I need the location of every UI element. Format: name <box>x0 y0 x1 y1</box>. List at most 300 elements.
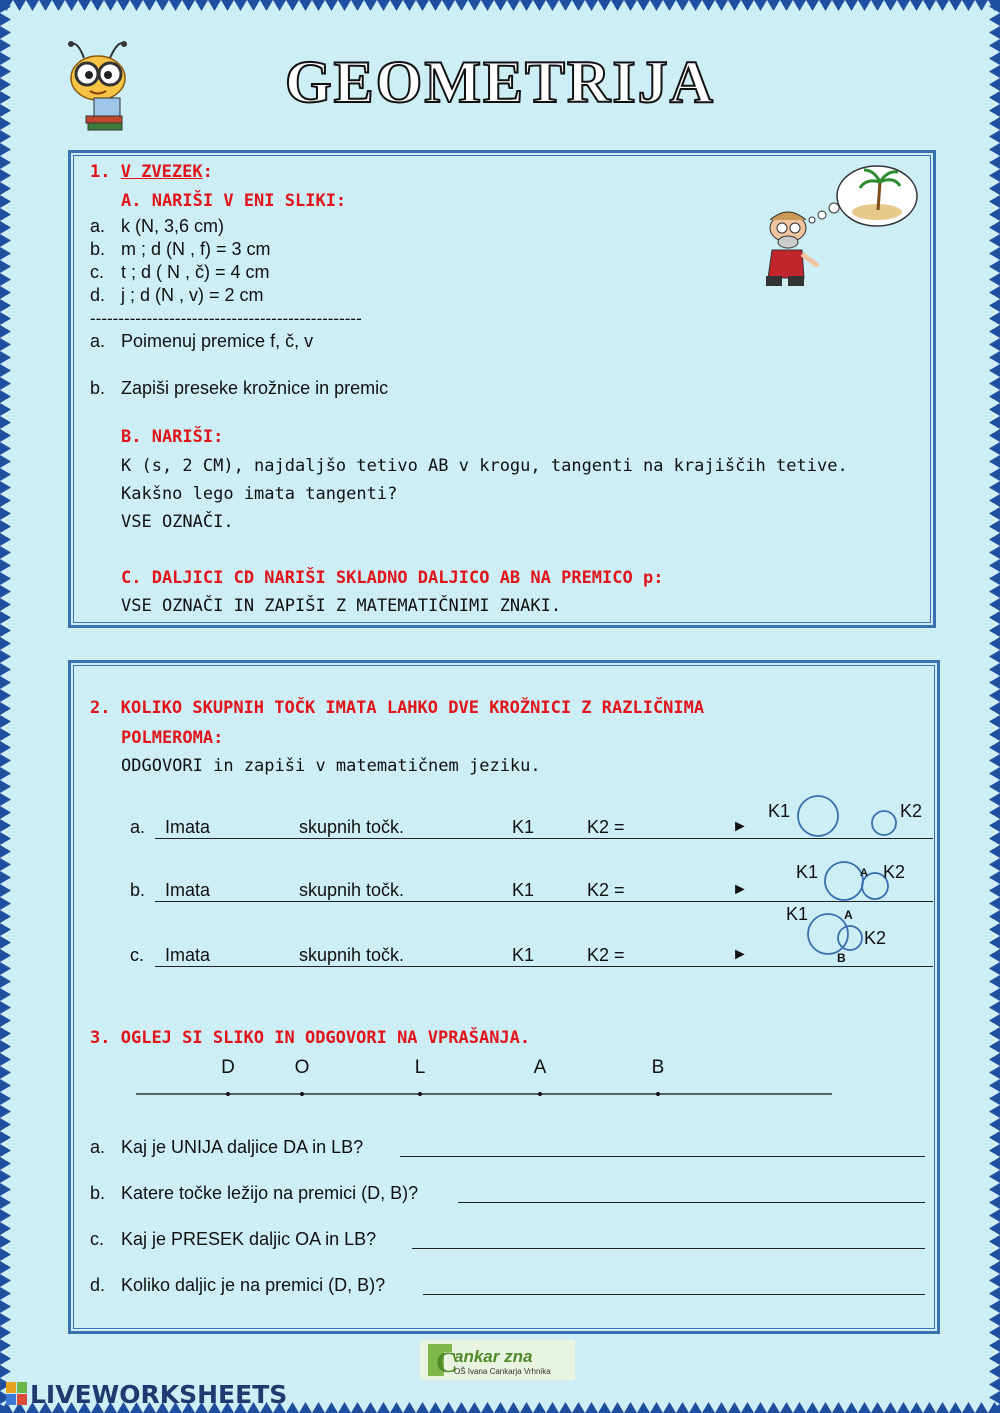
border-triangle <box>989 468 1000 481</box>
border-triangle <box>989 1248 1000 1261</box>
border-triangle <box>0 273 11 286</box>
border-triangle <box>989 936 1000 949</box>
border-triangle <box>0 247 11 260</box>
question-letter: b. <box>90 1183 106 1203</box>
border-triangle <box>0 260 11 273</box>
border-triangle <box>910 1402 923 1413</box>
figure-b-label-a: A <box>860 867 868 879</box>
section-2-heading <box>90 698 704 718</box>
border-triangle <box>0 1014 11 1027</box>
border-triangle <box>989 845 1000 858</box>
section-1b-line: K (s, 2 CM), najdaljšo tetivo AB v krogu, tangenti na krajiščih tetive. <box>121 456 848 476</box>
border-triangle <box>0 780 11 793</box>
border-triangle <box>989 377 1000 390</box>
border-triangle <box>989 1105 1000 1118</box>
border-triangle <box>989 169 1000 182</box>
border-triangle <box>806 0 819 11</box>
task-letter: b. <box>90 378 106 398</box>
border-triangle <box>989 546 1000 559</box>
border-triangle <box>0 689 11 702</box>
border-triangle <box>989 689 1000 702</box>
border-triangle <box>989 1183 1000 1196</box>
liveworksheets-logo-icon <box>6 1382 28 1404</box>
section-3-title: OGLEJ SI SLIKO IN ODGOVORI NA VPRAŠANJA. <box>120 1028 531 1048</box>
border-triangle <box>247 0 260 11</box>
border-triangle <box>989 1157 1000 1170</box>
border-triangle <box>0 351 11 364</box>
border-triangle <box>884 1402 897 1413</box>
item-text: j ; d (N , v) = 2 cm <box>121 285 264 305</box>
border-triangle <box>104 0 117 11</box>
border-triangle <box>832 1402 845 1413</box>
border-triangle <box>0 1066 11 1079</box>
border-triangle <box>989 143 1000 156</box>
row-skupnih: skupnih točk. <box>299 880 405 900</box>
question-letter: c. <box>90 1229 105 1249</box>
border-triangle <box>312 1402 325 1413</box>
border-triangle <box>989 442 1000 455</box>
border-triangle <box>989 897 1000 910</box>
border-triangle <box>819 0 832 11</box>
border-triangle <box>845 0 858 11</box>
border-triangle <box>546 1402 559 1413</box>
border-triangle <box>0 299 11 312</box>
border-triangle <box>0 208 11 221</box>
border-triangle <box>936 1402 949 1413</box>
border-triangle <box>546 0 559 11</box>
figure-c-circle-k2 <box>838 926 862 950</box>
point-label: O <box>294 1057 310 1078</box>
border-triangle <box>0 1079 11 1092</box>
border-triangle <box>975 0 988 11</box>
watermark-text: LIVEWORKSHEETS <box>30 1380 288 1409</box>
answer-line[interactable] <box>458 1202 925 1203</box>
border-triangle <box>0 1170 11 1183</box>
border-triangle <box>0 338 11 351</box>
border-triangle <box>598 0 611 11</box>
page-title: GEOMETRIJA <box>284 52 716 115</box>
row-imata: Imata <box>165 880 211 900</box>
border-triangle <box>989 1066 1000 1079</box>
border-triangle <box>0 221 11 234</box>
border-triangle <box>13 0 26 11</box>
border-triangle <box>702 1402 715 1413</box>
border-triangle <box>0 1144 11 1157</box>
question-letter: d. <box>90 1275 106 1295</box>
border-triangle <box>989 715 1000 728</box>
border-triangle <box>989 1209 1000 1222</box>
border-triangle <box>286 0 299 11</box>
border-triangle <box>0 1157 11 1170</box>
border-triangle <box>989 390 1000 403</box>
border-triangle <box>338 0 351 11</box>
border-triangle <box>130 0 143 11</box>
border-triangle <box>989 221 1000 234</box>
section-1-heading <box>90 162 213 182</box>
point-label: B <box>651 1057 665 1078</box>
border-triangle <box>989 1300 1000 1313</box>
answer-line[interactable] <box>400 1156 925 1157</box>
task-text: Poimenuj premice f, č, v <box>121 331 314 351</box>
border-triangle <box>871 1402 884 1413</box>
border-triangle <box>884 0 897 11</box>
border-triangle <box>989 533 1000 546</box>
border-triangle <box>989 78 1000 91</box>
section-1a-heading: A. NARIŠI V ENI SLIKI: <box>121 191 347 211</box>
border-triangle <box>0 806 11 819</box>
border-triangle <box>143 0 156 11</box>
figure-c-label-k1: K1 <box>786 904 809 924</box>
liveworksheets-watermark <box>6 1380 287 1409</box>
border-triangle <box>767 1402 780 1413</box>
border-triangle <box>0 1183 11 1196</box>
border-triangle <box>962 0 975 11</box>
border-triangle <box>754 1402 767 1413</box>
point-dot <box>226 1092 230 1096</box>
border-triangle <box>989 1287 1000 1300</box>
border-triangle <box>975 1402 988 1413</box>
section-2-instruction: ODGOVORI in zapiši v matematičnem jeziku. <box>121 756 541 776</box>
border-triangle <box>0 442 11 455</box>
border-triangle <box>338 1402 351 1413</box>
border-triangle <box>0 390 11 403</box>
border-triangle <box>989 611 1000 624</box>
border-triangle <box>0 676 11 689</box>
arrow-icon: ► <box>732 881 748 898</box>
border-triangle <box>0 1235 11 1248</box>
border-triangle <box>989 520 1000 533</box>
question-letter: a. <box>90 1137 106 1157</box>
border-triangle <box>0 1027 11 1040</box>
circles-figures <box>760 792 930 972</box>
section-1c-text: VSE OZNAČI IN ZAPIŠI Z MATEMATIČNIMI ZNAKI. <box>121 596 562 616</box>
section-2-number: 2. <box>90 698 111 718</box>
border-triangle <box>507 0 520 11</box>
border-triangle <box>169 0 182 11</box>
border-triangle <box>0 1209 11 1222</box>
figure-a-label-k2: K2 <box>900 801 923 821</box>
item-letter: b. <box>90 239 106 259</box>
border-triangle <box>989 702 1000 715</box>
border-triangle <box>0 312 11 325</box>
border-triangle <box>989 507 1000 520</box>
border-triangle <box>989 312 1000 325</box>
border-triangle <box>0 546 11 559</box>
border-triangle <box>442 0 455 11</box>
border-triangle <box>637 1402 650 1413</box>
border-triangle <box>585 0 598 11</box>
border-triangle <box>989 494 1000 507</box>
arrow-icon: ► <box>732 946 748 963</box>
border-triangle <box>989 572 1000 585</box>
border-triangle <box>585 1402 598 1413</box>
border-triangle <box>364 1402 377 1413</box>
border-triangle <box>0 559 11 572</box>
border-triangle <box>0 13 11 26</box>
point-label: D <box>221 1057 235 1078</box>
border-triangle <box>989 1235 1000 1248</box>
border-triangle <box>0 845 11 858</box>
border-triangle <box>0 286 11 299</box>
border-triangle <box>0 195 11 208</box>
figure-b-circle-k1 <box>825 862 863 900</box>
border-triangle <box>989 676 1000 689</box>
border-triangle <box>0 143 11 156</box>
task-letter: a. <box>90 331 106 351</box>
row-skupnih: skupnih točk. <box>299 817 405 837</box>
border-triangle <box>989 299 1000 312</box>
border-triangle <box>286 1402 299 1413</box>
figure-a-circle-k1 <box>798 796 838 836</box>
border-triangle <box>0 169 11 182</box>
border-triangle <box>989 767 1000 780</box>
figure-a-label-k1: K1 <box>768 801 791 821</box>
border-triangle <box>0 1365 11 1378</box>
border-triangle <box>559 1402 572 1413</box>
border-triangle <box>989 949 1000 962</box>
border-triangle <box>923 1402 936 1413</box>
figure-b-label-k2: K2 <box>883 862 906 882</box>
border-triangle <box>845 1402 858 1413</box>
border-triangle <box>0 468 11 481</box>
logo-subtext: OŠ Ivana Cankarja Vrhnika <box>454 1367 551 1376</box>
row-letter: b. <box>130 880 146 900</box>
border-triangle <box>989 637 1000 650</box>
border-triangle <box>989 1352 1000 1365</box>
border-triangle <box>0 650 11 663</box>
item-letter: d. <box>90 285 106 305</box>
border-triangle <box>429 0 442 11</box>
border-triangle <box>0 481 11 494</box>
border-triangle <box>208 0 221 11</box>
border-triangle <box>52 0 65 11</box>
border-triangle <box>0 1300 11 1313</box>
border-triangle <box>364 0 377 11</box>
border-triangle <box>989 832 1000 845</box>
figure-b-label-k1: K1 <box>796 862 819 882</box>
border-triangle <box>989 1326 1000 1339</box>
border-triangle <box>0 1326 11 1339</box>
task-text: Zapiši preseke krožnice in premic <box>121 378 389 398</box>
border-triangle <box>728 0 741 11</box>
border-triangle <box>0 1040 11 1053</box>
border-triangle <box>0 156 11 169</box>
row-letter: a. <box>130 817 146 837</box>
item-letter: c. <box>90 262 105 282</box>
border-triangle <box>989 429 1000 442</box>
border-triangle <box>936 0 949 11</box>
border-triangle <box>989 598 1000 611</box>
border-triangle <box>989 1196 1000 1209</box>
border-triangle <box>403 1402 416 1413</box>
border-triangle <box>989 923 1000 936</box>
question-text: Kaj je UNIJA daljice DA in LB? <box>121 1137 364 1157</box>
row-imata: Imata <box>165 817 211 837</box>
border-triangle <box>0 1105 11 1118</box>
border-triangle <box>0 78 11 91</box>
border-triangle <box>989 1118 1000 1131</box>
border-triangle <box>858 0 871 11</box>
section-1b-line: VSE OZNAČI. <box>121 512 234 532</box>
border-triangle <box>0 234 11 247</box>
border-triangle <box>91 0 104 11</box>
border-triangle <box>221 0 234 11</box>
answer-line[interactable] <box>412 1248 925 1249</box>
border-triangle <box>0 871 11 884</box>
border-triangle <box>989 104 1000 117</box>
section-2-title-line1: KOLIKO SKUPNIH TOČK IMATA LAHKO DVE KROŽNICI Z RAZLIČNIMA <box>120 698 705 718</box>
border-triangle <box>0 988 11 1001</box>
border-triangle <box>0 962 11 975</box>
border-triangle <box>0 1339 11 1352</box>
border-triangle <box>312 0 325 11</box>
border-triangle <box>0 858 11 871</box>
border-triangle <box>858 1402 871 1413</box>
border-triangle <box>0 923 11 936</box>
section-1-title: V ZVEZEK <box>120 162 203 182</box>
border-triangle <box>572 1402 585 1413</box>
border-triangle <box>0 702 11 715</box>
border-triangle <box>611 0 624 11</box>
border-triangle <box>624 1402 637 1413</box>
border-triangle <box>989 247 1000 260</box>
border-triangle <box>377 1402 390 1413</box>
border-triangle <box>989 1313 1000 1326</box>
number-line-figure <box>130 1052 840 1102</box>
border-triangle <box>0 65 11 78</box>
section-1-number: 1. <box>90 162 111 182</box>
border-triangle <box>416 1402 429 1413</box>
point-dot <box>418 1092 422 1096</box>
border-triangle <box>533 0 546 11</box>
border-triangle <box>0 1053 11 1066</box>
border-triangle <box>0 949 11 962</box>
border-triangle <box>0 1092 11 1105</box>
section-1c-heading: C. DALJICI CD NARIŠI SKLADNO DALJICO AB NA PREMICO p: <box>121 568 664 588</box>
section-2-title-line2: POLMEROMA: <box>121 728 224 748</box>
border-triangle <box>989 1261 1000 1274</box>
border-triangle <box>0 533 11 546</box>
border-triangle <box>754 0 767 11</box>
border-triangle <box>0 624 11 637</box>
border-triangle <box>390 0 403 11</box>
border-triangle <box>0 1222 11 1235</box>
border-triangle <box>351 1402 364 1413</box>
border-triangle <box>416 0 429 11</box>
section-3-heading <box>90 1028 530 1048</box>
border-triangle <box>0 611 11 624</box>
border-triangle <box>0 26 11 39</box>
border-triangle <box>0 182 11 195</box>
border-triangle <box>989 26 1000 39</box>
border-triangle <box>989 780 1000 793</box>
border-triangle <box>989 1040 1000 1053</box>
border-triangle <box>0 936 11 949</box>
border-triangle <box>0 1001 11 1014</box>
border-triangle <box>989 819 1000 832</box>
border-triangle <box>871 0 884 11</box>
question-text: Koliko daljic je na premici (D, B)? <box>121 1275 386 1295</box>
border-triangle <box>0 403 11 416</box>
border-triangle <box>0 754 11 767</box>
title-banner <box>240 52 760 116</box>
border-triangle <box>0 130 11 143</box>
border-triangle <box>494 1402 507 1413</box>
border-triangle <box>0 715 11 728</box>
figure-a-circle-k2 <box>872 811 896 835</box>
border-triangle <box>624 0 637 11</box>
border-triangle <box>377 0 390 11</box>
border-triangle <box>0 377 11 390</box>
arrow-icon: ► <box>732 818 748 835</box>
answer-line[interactable] <box>423 1294 925 1295</box>
border-triangle <box>741 0 754 11</box>
border-triangle <box>989 1170 1000 1183</box>
border-triangle <box>533 1402 546 1413</box>
border-triangle <box>676 0 689 11</box>
border-triangle <box>494 0 507 11</box>
border-triangle <box>299 1402 312 1413</box>
border-triangle <box>481 0 494 11</box>
border-triangle <box>455 0 468 11</box>
border-triangle <box>663 0 676 11</box>
border-triangle <box>989 1001 1000 1014</box>
border-triangle <box>65 0 78 11</box>
border-triangle <box>989 1027 1000 1040</box>
border-triangle <box>989 754 1000 767</box>
border-triangle <box>989 741 1000 754</box>
border-triangle <box>299 0 312 11</box>
border-triangle <box>989 260 1000 273</box>
border-triangle <box>910 0 923 11</box>
point-dot <box>300 1092 304 1096</box>
item-text: t ; d ( N , č) = 4 cm <box>121 262 270 282</box>
border-triangle <box>989 1274 1000 1287</box>
border-triangle <box>0 767 11 780</box>
border-triangle <box>989 806 1000 819</box>
border-triangle <box>741 1402 754 1413</box>
border-triangle <box>989 559 1000 572</box>
row-k1: K1 <box>512 880 535 900</box>
border-triangle <box>780 0 793 11</box>
row-imata: Imata <box>165 945 211 965</box>
border-triangle <box>390 1402 403 1413</box>
border-triangle <box>0 52 11 65</box>
border-triangle <box>989 650 1000 663</box>
border-triangle <box>949 0 962 11</box>
border-triangle <box>989 1339 1000 1352</box>
border-triangle <box>989 351 1000 364</box>
border-triangle <box>0 1118 11 1131</box>
border-triangle <box>468 0 481 11</box>
border-triangle <box>989 130 1000 143</box>
border-triangle <box>989 338 1000 351</box>
border-triangle <box>351 0 364 11</box>
border-triangle <box>923 0 936 11</box>
border-triangle <box>182 0 195 11</box>
border-triangle <box>989 39 1000 52</box>
border-triangle <box>325 0 338 11</box>
border-triangle <box>989 1378 1000 1391</box>
border-triangle <box>520 0 533 11</box>
section-1b-line: Kakšno lego imata tangenti? <box>121 484 398 504</box>
border-triangle <box>0 1313 11 1326</box>
point-dot <box>538 1092 542 1096</box>
row-k2: K2 = <box>587 945 625 965</box>
border-triangle <box>325 1402 338 1413</box>
border-triangle <box>0 975 11 988</box>
item-text: m ; d (N , f) = 3 cm <box>121 239 271 259</box>
